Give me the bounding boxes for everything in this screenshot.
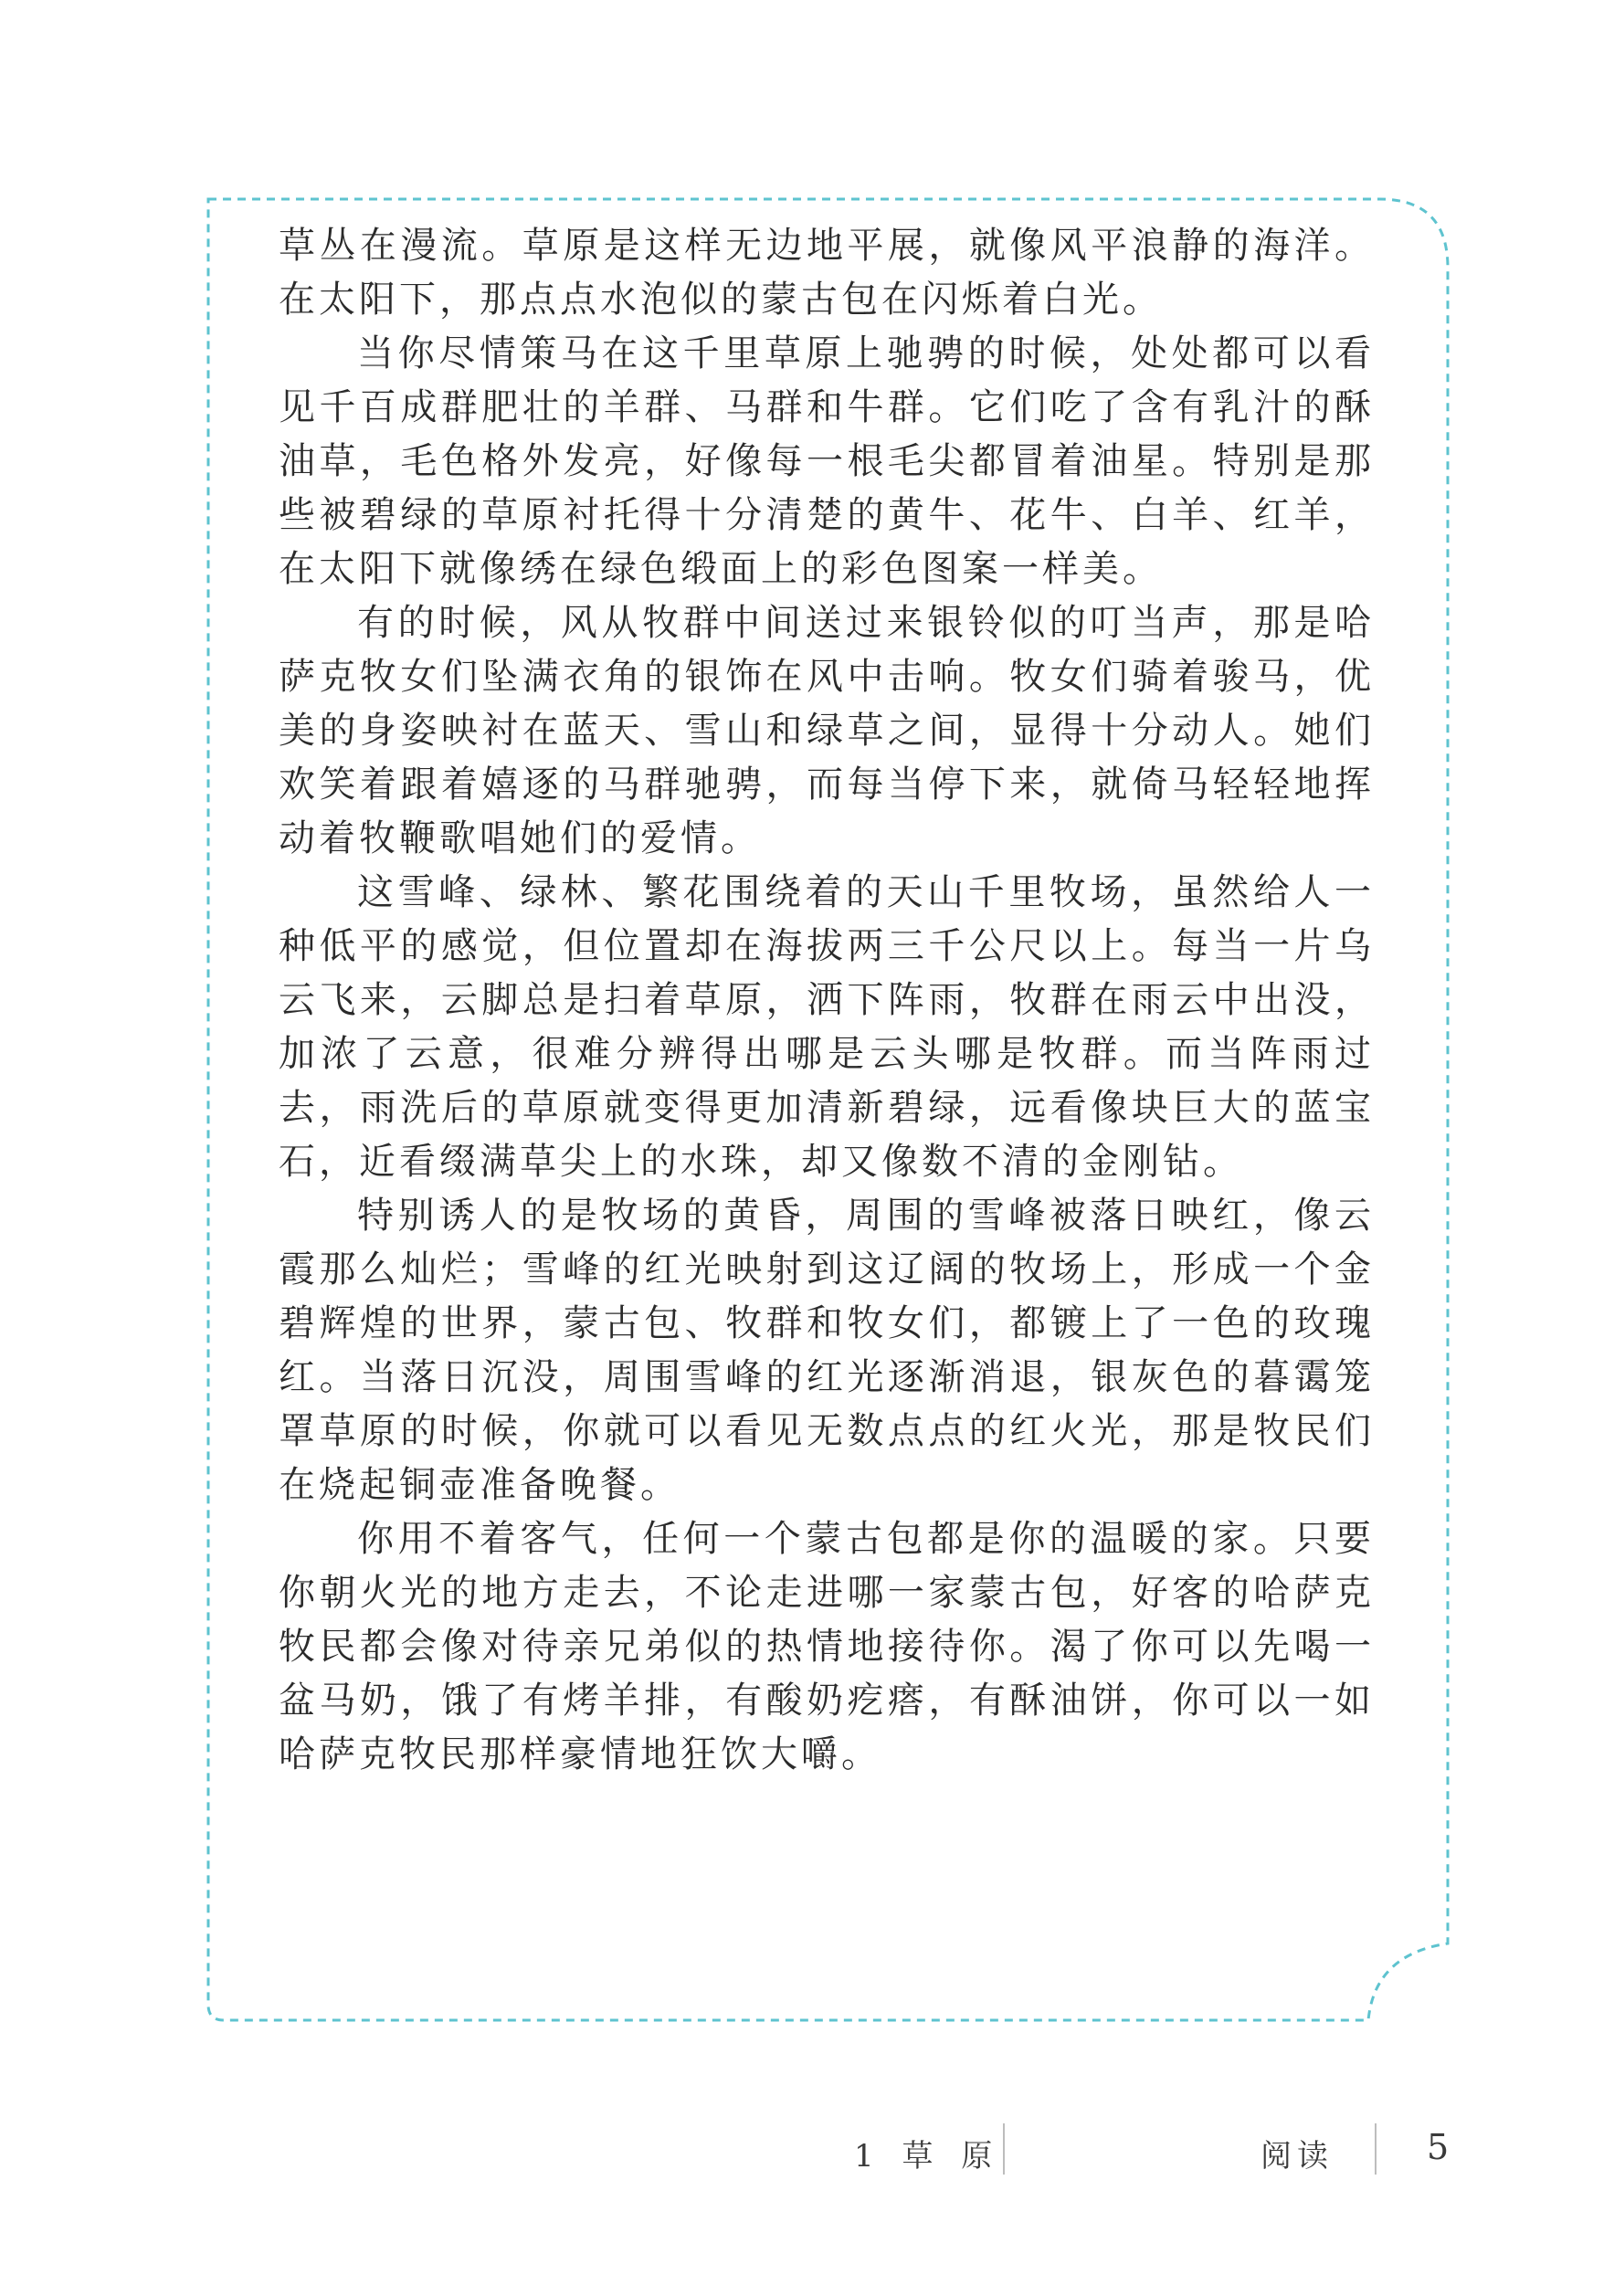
page-footer: [0, 2123, 1614, 2178]
footer-chapter-title: 1 草 原: [854, 2138, 1002, 2175]
footer-section-label: 阅读: [1261, 2138, 1334, 2175]
paragraph-3: 有的时候，风从牧群中间送过来银铃似的叮当声，那是哈萨克牧女们坠满衣角的银饰在风中击响。牧女们骑着骏马，优美的身姿映衬在蓝天、雪山和绿草之间，显得十分动人。她们欢笑着跟着嬉逐的马群驰骋，而每当停下来，就倚马轻轻地挥动着牧鞭歌唱她们的爱情。: [279, 602, 1375, 859]
footer-divider: [1003, 2123, 1005, 2175]
paragraph-1: 草丛在漫流。草原是这样无边地平展，就像风平浪静的海洋。在太阳下，那点点水泡似的蒙古包在闪烁着白光。: [279, 225, 1375, 321]
footer-divider: [1375, 2123, 1377, 2175]
article-body: [279, 219, 1375, 1782]
paragraph-6: 你用不着客气，任何一个蒙古包都是你的温暖的家。只要你朝火光的地方走去，不论走进哪一家蒙古包，好客的哈萨克牧民都会像对待亲兄弟似的热情地接待你。渴了你可以先喝一盆马奶，饿了有烤羊排，有酸奶疙瘩，有酥油饼，你可以一如哈萨克牧民那样豪情地狂饮大嚼。: [279, 1518, 1375, 1775]
paragraph-5: 特别诱人的是牧场的黄昏，周围的雪峰被落日映红，像云霞那么灿烂；雪峰的红光映射到这辽阔的牧场上，形成一个金碧辉煌的世界，蒙古包、牧群和牧女们，都镀上了一色的玫瑰红。当落日沉没，周围雪峰的红光逐渐消退，银灰色的暮霭笼罩草原的时候，你就可以看见无数点点的红火光，那是牧民们在烧起铜壶准备晚餐。: [279, 1195, 1375, 1506]
page-number: 5: [1427, 2127, 1450, 2167]
paragraph-2: 当你尽情策马在这千里草原上驰骋的时候，处处都可以看见千百成群肥壮的羊群、马群和牛群。它们吃了含有乳汁的酥油草，毛色格外发亮，好像每一根毛尖都冒着油星。特别是那些被碧绿的草原衬托得十分清楚的黄牛、花牛、白羊、红羊，在太阳下就像绣在绿色缎面上的彩色图案一样美。: [279, 332, 1375, 590]
paragraph-4: 这雪峰、绿林、繁花围绕着的天山千里牧场，虽然给人一种低平的感觉，但位置却在海拔两三千公尺以上。每当一片乌云飞来，云脚总是扫着草原，洒下阵雨，牧群在雨云中出没，加浓了云意，很难分辨得出哪是云头哪是牧群。而当阵雨过去，雨洗后的草原就变得更加清新碧绿，远看像块巨大的蓝宝石，近看缀满草尖上的水珠，却又像数不清的金刚钻。: [279, 871, 1375, 1183]
